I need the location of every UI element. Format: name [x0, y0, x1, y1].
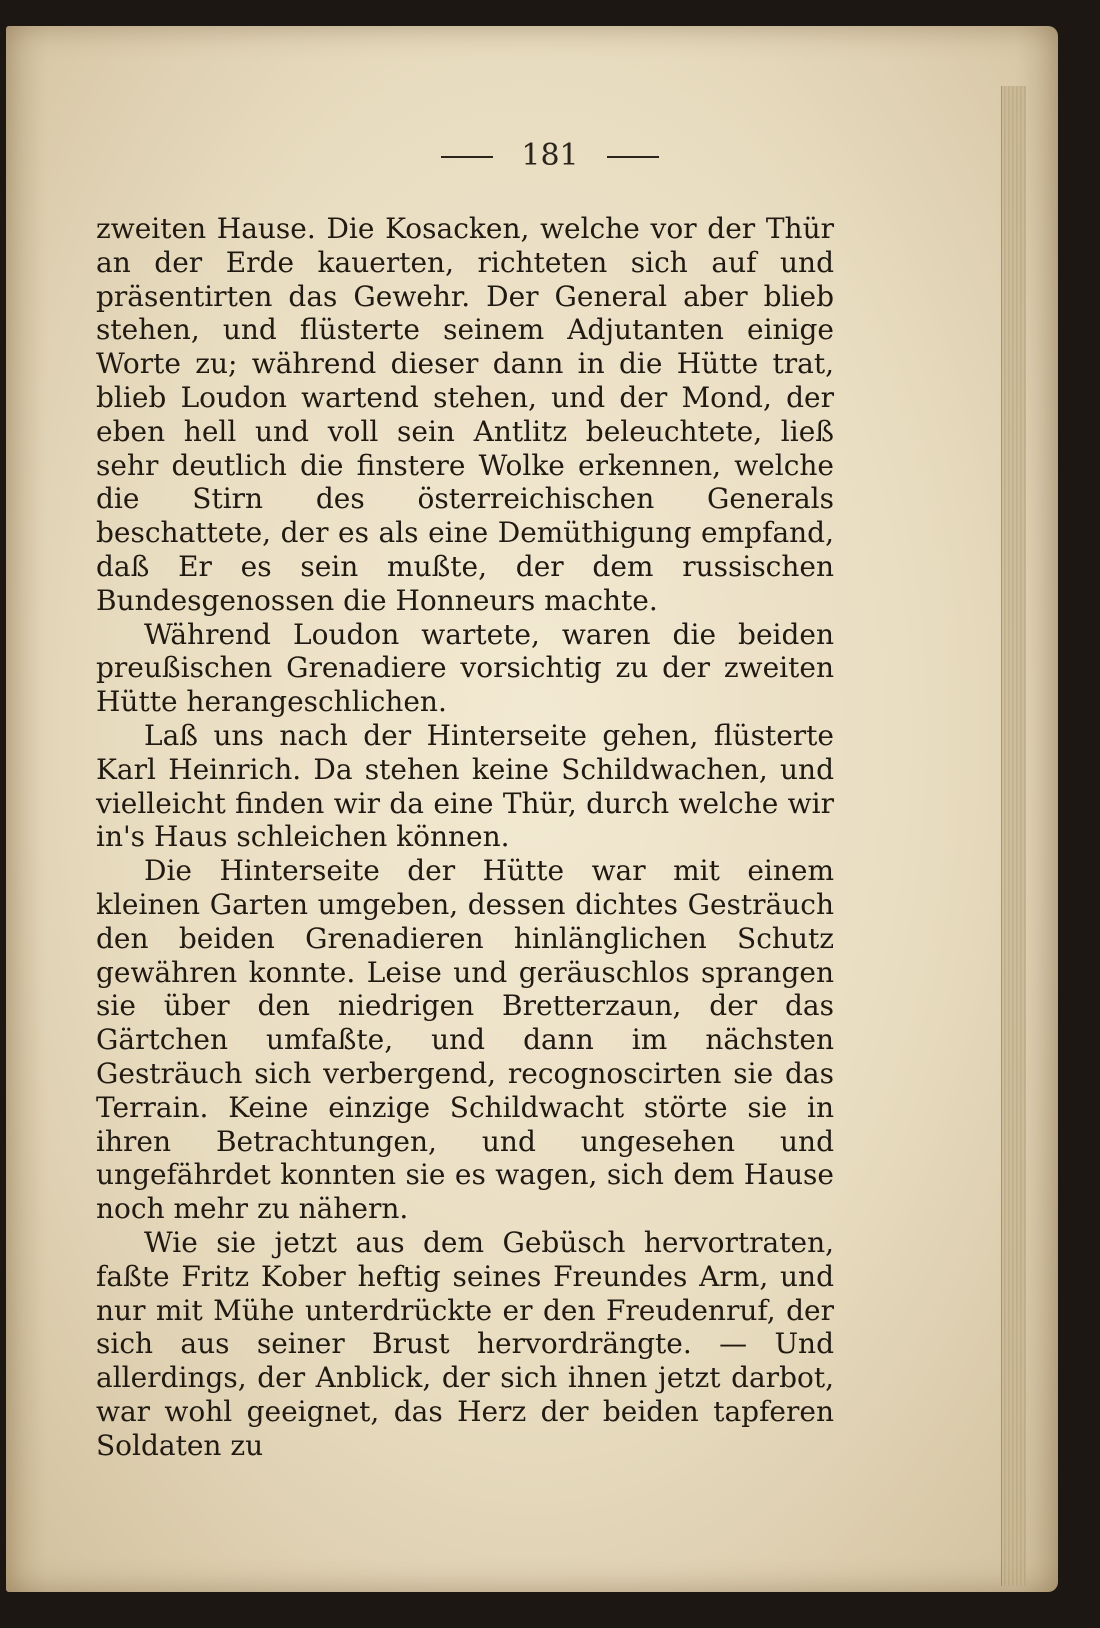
body-text	[96, 212, 834, 1462]
paragraph: Die Hinterseite der Hütte war mit einem kleinen Garten umgeben, dessen dichtes Gesträuch den beiden Grenadieren hinlänglichen Schutz gewähren konnte. Leise und geräuschlos sprangen sie über den niedrigen Bretterzaun, der das Gärtchen umfaßte, und dann im nächsten Gesträuch sich verbergend, recognoscirten sie das Terrain. Keine einzige Schildwacht störte sie in ihren Betrachtungen, und ungesehen und ungefährdet konnten sie es wagen, sich dem Hause noch mehr zu nähern.	[96, 854, 834, 1226]
paragraph: Wie sie jetzt aus dem Gebüsch hervortraten, faßte Fritz Kober heftig seines Freundes Arm, und nur mit Mühe unterdrückte er den Freudenruf, der sich aus seiner Brust hervordrängte. — Und allerdings, der Anblick, der sich ihnen jetzt darbot, war wohl geeignet, das Herz der beiden tapferen Soldaten zu	[96, 1225, 834, 1462]
paragraph: Laß uns nach der Hinterseite gehen, flüsterte Karl Heinrich. Da stehen keine Schildwachen, und vielleicht finden wir da eine Thür, durch welche wir in's Haus schleichen können.	[96, 718, 834, 854]
paragraph: Während Loudon wartete, waren die beiden preußischen Grenadiere vorsichtig zu der zweiten Hütte herangeschlichen.	[96, 617, 834, 719]
header-right-dash	[607, 156, 659, 158]
header-left-dash	[441, 156, 493, 158]
page-stack-edge	[1001, 86, 1026, 1586]
paragraph: zweiten Hause. Die Kosacken, welche vor der Thür an der Erde kauerten, richteten sich auf und präsentirten das Gewehr. Der General aber blieb stehen, und flüsterte seinem Adjutanten einige Worte zu; während dieser dann in die Hütte trat, blieb Loudon wartend stehen, und der Mond, der eben hell und voll sein Antlitz beleuchtete, ließ sehr deutlich die finstere Wolke erkennen, welche die Stirn des österreichischen Generals beschattete, der es als eine Demüthigung empfand, daß Er es sein mußte, der dem russischen Bundesgenossen die Honneurs machte.	[96, 212, 834, 617]
page-number: 181	[521, 138, 579, 173]
page-header	[0, 138, 1100, 173]
